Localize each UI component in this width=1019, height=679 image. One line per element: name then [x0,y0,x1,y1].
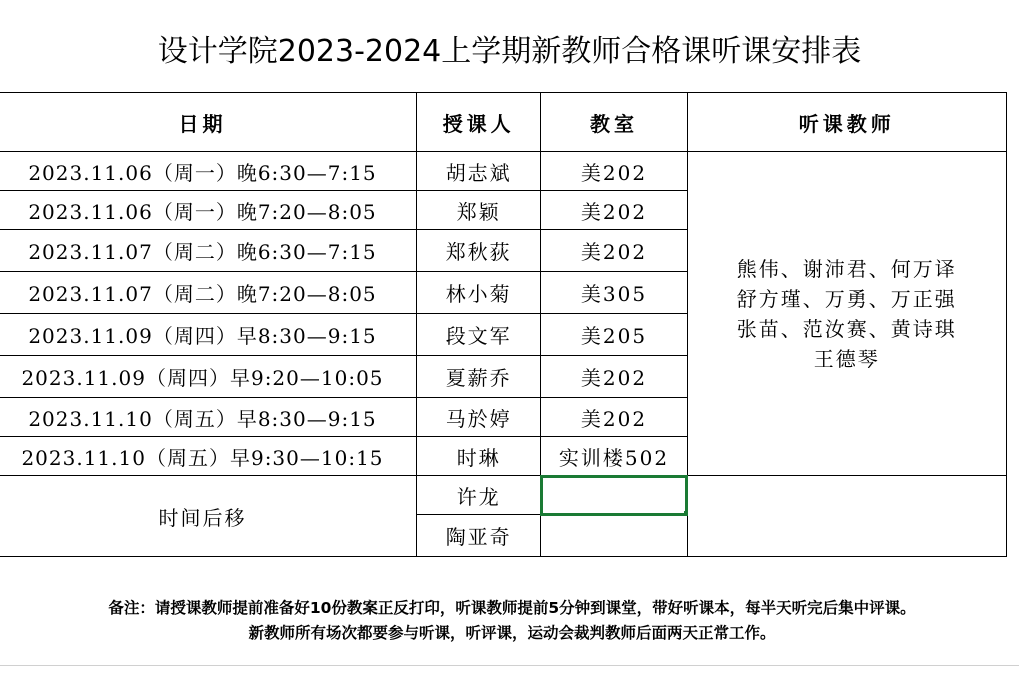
room-cell[interactable]: 美205 [541,314,687,356]
lecturer-cell[interactable]: 林小菊 [416,272,540,314]
date-cell[interactable]: 2023.11.10（周五）早8:30—9:15 [0,398,416,437]
lecturer-cell[interactable]: 胡志斌 [416,152,540,191]
date-cell[interactable]: 2023.11.07（周二）晚6:30—7:15 [0,230,416,272]
header-room[interactable]: 教室 [541,93,687,152]
room-cell[interactable] [541,515,687,557]
footnote [0,596,1019,646]
fill-handle[interactable] [684,511,688,515]
footnote-line: 新教师所有场次都要参与听课，听评课，运动会裁判教师后面两天正常工作。 [248,624,776,642]
sheet-gridline [0,665,1019,666]
lecturer-cell[interactable]: 郑秋荻 [416,230,540,272]
lecturer-cell[interactable]: 时琳 [416,437,540,476]
observers-line: 熊伟、谢沛君、何万译 [736,256,957,281]
schedule-table [0,92,1007,557]
date-cell[interactable]: 2023.11.09（周四）早9:20—10:05 [0,356,416,398]
page-title: 设计学院2023-2024上学期新教师合格课听课安排表 [157,34,862,69]
table-row [0,476,1007,515]
observers-line: 张苗、范汝赛、黄诗琪 [736,316,957,341]
lecturer-cell[interactable]: 郑颖 [416,191,540,230]
selected-room-cell[interactable] [541,476,687,515]
header-observers[interactable]: 听课教师 [687,93,1006,152]
room-cell[interactable]: 美305 [541,272,687,314]
observers-line: 王德琴 [813,346,880,371]
date-cell[interactable]: 2023.11.06（周一）晚7:20—8:05 [0,191,416,230]
lecturer-cell[interactable]: 马於婷 [416,398,540,437]
date-cell[interactable]: 2023.11.10（周五）早9:30—10:15 [0,437,416,476]
observers-empty-cell[interactable] [687,476,1006,557]
date-cell[interactable]: 2023.11.06（周一）晚6:30—7:15 [0,152,416,191]
footnote-line: 备注：请授课教师提前准备好10份教案正反打印，听课教师提前5分钟到课堂，带好听课本，每半天听完后集中评课。 [108,599,916,617]
date-cell[interactable]: 2023.11.09（周四）早8:30—9:15 [0,314,416,356]
room-cell[interactable]: 美202 [541,191,687,230]
lecturer-cell[interactable]: 陶亚奇 [416,515,540,557]
header-date[interactable]: 日期 [0,93,416,152]
room-cell[interactable]: 美202 [541,356,687,398]
room-cell[interactable]: 实训楼502 [541,437,687,476]
lecturer-cell[interactable]: 段文军 [416,314,540,356]
room-cell[interactable]: 美202 [541,152,687,191]
observers-cell[interactable] [687,152,1006,476]
room-cell[interactable]: 美202 [541,230,687,272]
room-cell[interactable]: 美202 [541,398,687,437]
date-cell[interactable]: 2023.11.07（周二）晚7:20—8:05 [0,272,416,314]
header-lecturer[interactable]: 授课人 [416,93,540,152]
table-row [0,152,1007,191]
lecturer-cell[interactable]: 夏薪乔 [416,356,540,398]
postponed-cell[interactable]: 时间后移 [0,476,416,557]
lecturer-cell[interactable]: 许龙 [416,476,540,515]
observers-line: 舒方瑾、万勇、万正强 [736,286,957,311]
table-header-row [0,93,1007,152]
